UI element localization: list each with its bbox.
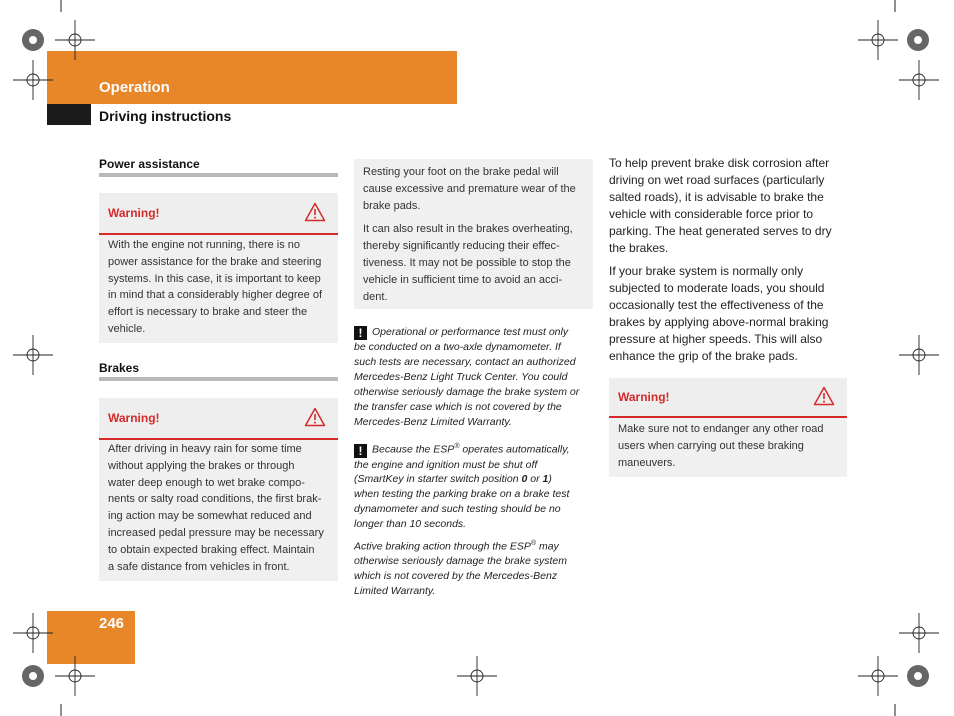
warning-line: With the engine not running, there is no	[108, 239, 301, 251]
note-line: Active braking action through the ESP	[354, 540, 531, 553]
info-line: brake pads.	[363, 199, 421, 212]
warning-line: water deep enough to wet brake compo-	[108, 476, 305, 489]
info-line: Resting your foot on the brake pedal will	[363, 166, 559, 178]
heading-power-assistance: Power assistance	[99, 157, 200, 171]
info-line: vehicle in sufficient time to avoid an acci-	[363, 273, 563, 286]
text-line: brakes by applying above-normal braking	[609, 315, 829, 330]
note-line: Mercedes-Benz Light Truck Center. You could	[354, 370, 568, 383]
note-line: when testing the parking brake on a brake test	[354, 488, 570, 501]
warning-line: systems. In this case, it is important to keep	[108, 272, 321, 285]
subsection-title: Driving instructions	[99, 108, 232, 124]
warning-title: Warning!	[108, 206, 160, 220]
warning-line: power assistance for the brake and steering	[108, 255, 322, 268]
note-line: which is not covered by the Mercedes-Benz	[354, 570, 558, 583]
warning-line: to obtain expected braking effect. Maintain	[108, 543, 315, 556]
note-line: the engine and ignition must be shut off	[354, 458, 538, 471]
note-line: may	[536, 540, 559, 553]
registration-crosshair-icon	[13, 20, 939, 696]
note-line: Mercedes-Benz Limited Warranty.	[354, 415, 512, 428]
text-line: occasionally test the effectiveness of the	[609, 298, 824, 313]
warning-line: nents or salty road conditions, the first brak-	[108, 493, 322, 506]
note-line: Operational or performance test must only	[372, 326, 569, 338]
warning-line: Make sure not to endanger any other road	[618, 423, 824, 435]
warning-title: Warning!	[108, 411, 160, 425]
note-line: longer than 10 seconds.	[354, 518, 467, 531]
note-line: the transfer case which is not covered by the	[354, 400, 562, 413]
text-line: vehicle with considerable force prior to	[609, 206, 814, 221]
text-line: If your brake system is normally only	[609, 264, 804, 279]
info-line: tiveness. It may not be possible to stop the	[363, 256, 571, 269]
heading-brakes: Brakes	[99, 361, 140, 375]
warning-line: users when carrying out these braking	[618, 439, 804, 452]
warning-line: maneuvers.	[618, 456, 676, 469]
warning-title: Warning!	[618, 390, 670, 404]
note-line: operates automatically,	[459, 443, 570, 456]
registered-mark: ®	[454, 443, 460, 450]
note-line: otherwise seriously damage the brake system or	[354, 385, 580, 398]
registered-mark: ®	[530, 540, 537, 548]
note-line: Limited Warranty.	[354, 585, 436, 598]
key-position-1: 1	[542, 473, 549, 486]
warning-line: vehicle.	[108, 322, 146, 335]
text-line: enhance the grip of the brake pads.	[609, 348, 798, 363]
warning-line: ing action may be somewhat reduced and	[108, 510, 312, 523]
section-title: Operation	[99, 79, 170, 96]
note-line: such tests are necessary, contact an authorized	[354, 355, 576, 368]
warning-line: increased pedal pressure may be necessary	[108, 526, 324, 539]
warning-line: a safe distance from vehicles in front.	[108, 560, 290, 573]
warning-line: in mind that a considerably higher degree of	[108, 289, 323, 302]
info-line: thereby significantly reducing their effec-	[363, 240, 560, 253]
info-line: It can also result in the brakes overheating,	[363, 223, 573, 236]
note-line: be conducted on a two-axle dynamometer. If	[354, 341, 561, 353]
registration-wheel-icon	[22, 29, 929, 687]
info-line: cause excessive and premature wear of the	[363, 182, 576, 195]
text-line: salted roads), it is advisable to brake the	[609, 189, 824, 204]
info-line: dent.	[363, 290, 388, 303]
text-line: driving on wet road surfaces (particularly	[609, 172, 825, 187]
text-line: pressure at higher speeds. This will also	[609, 332, 823, 347]
note-line: otherwise seriously damage the brake system	[354, 555, 568, 568]
text-line: the brakes.	[609, 240, 669, 255]
warning-line: After driving in heavy rain for some time	[108, 443, 302, 455]
text-line: To help prevent brake disk corrosion after	[609, 156, 830, 170]
text-line: subjected to moderate loads, you should	[609, 281, 825, 296]
note-line: dynamometer and such testing should be no	[354, 503, 561, 516]
text-line: parking. The heat generated serves to dry	[609, 223, 832, 238]
note-line: or	[527, 473, 543, 486]
warning-line: effort is necessary to brake and steer the	[108, 306, 308, 319]
page-number: 246	[99, 615, 125, 632]
note-line: Because the ESP	[372, 443, 455, 456]
warning-line: without applying the brakes or through	[108, 459, 295, 472]
key-position-0: 0	[521, 473, 528, 486]
note-line: )	[548, 473, 552, 486]
note-line: (SmartKey in starter switch position	[354, 473, 522, 486]
exclamation-icon: !	[354, 326, 367, 340]
exclamation-icon: !	[354, 444, 367, 458]
